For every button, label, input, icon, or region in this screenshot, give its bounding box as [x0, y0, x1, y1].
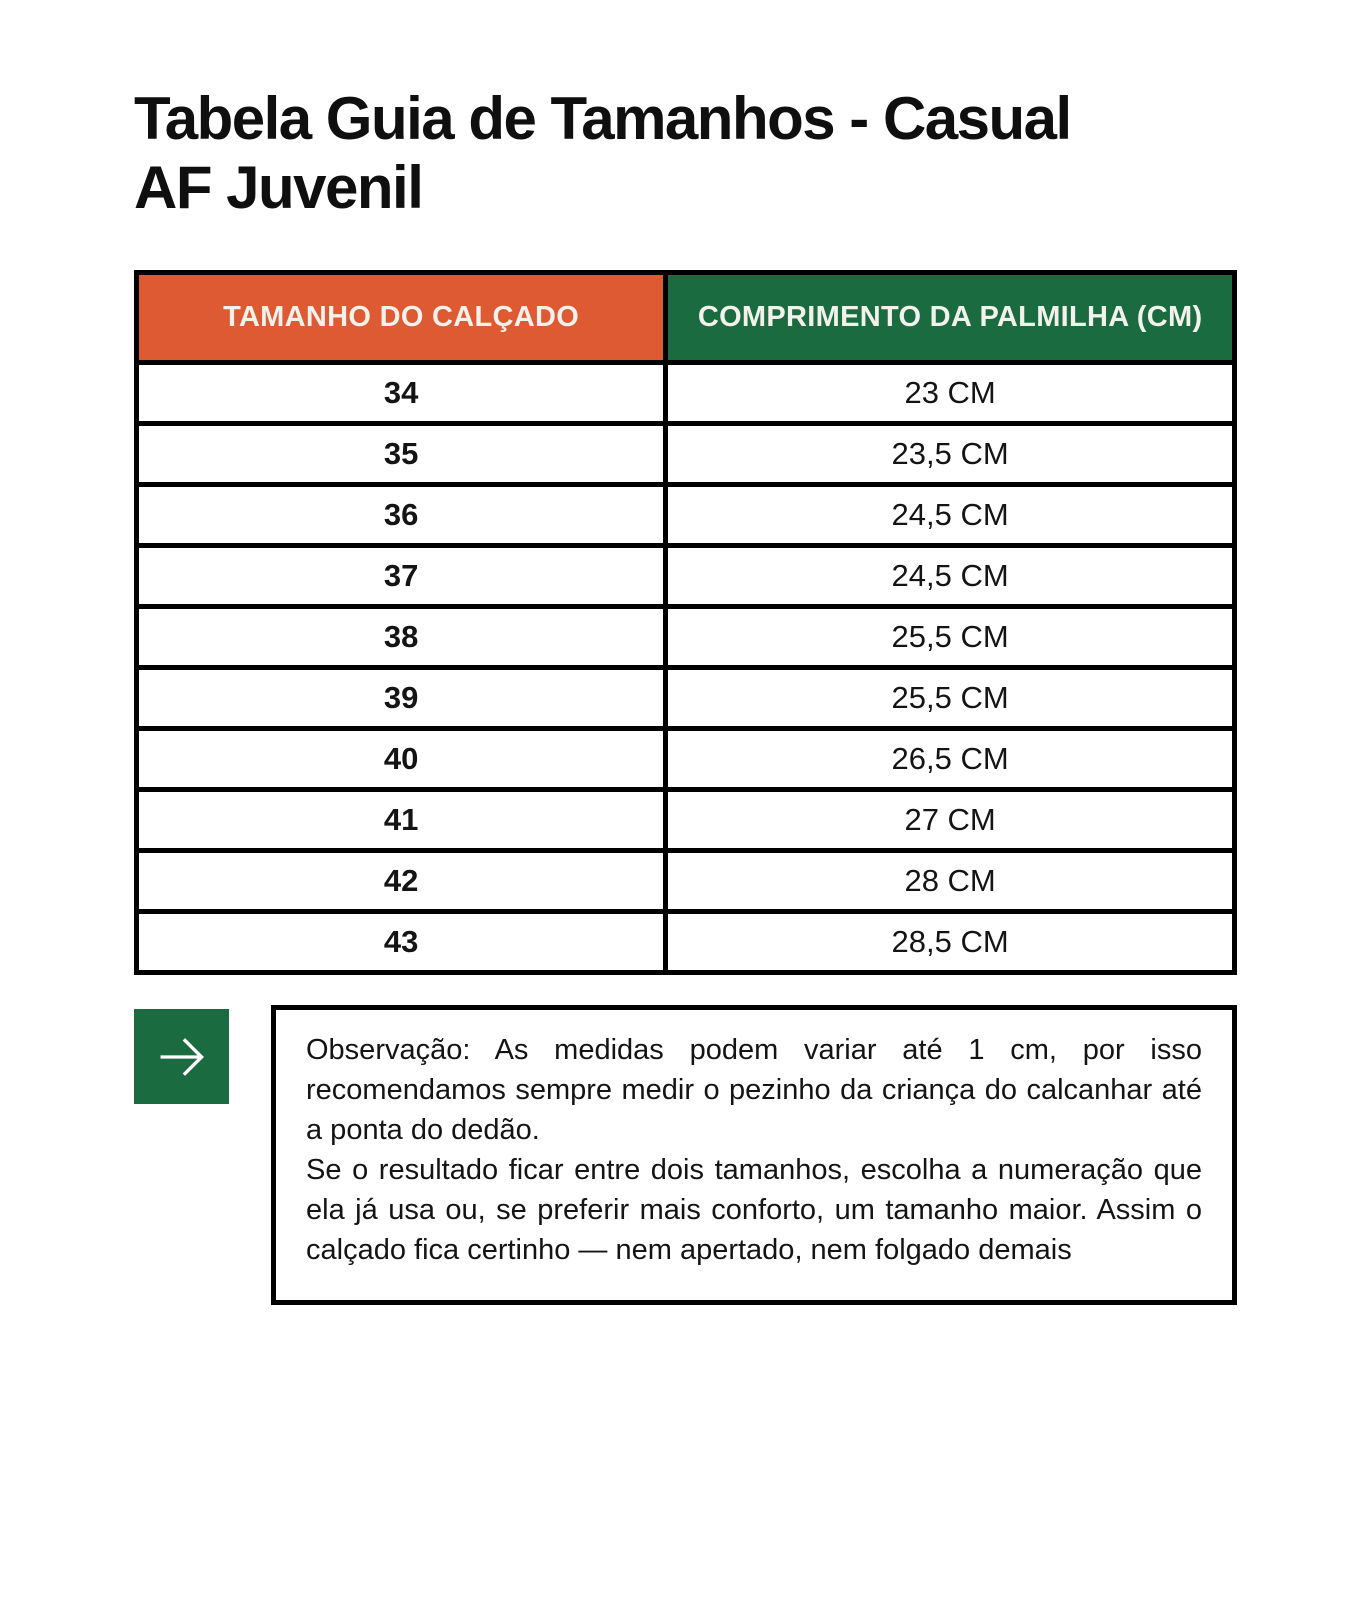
- size-guide-table: [134, 270, 1237, 975]
- shoe-size-cell: 39: [137, 668, 666, 729]
- note-section: [134, 1005, 1237, 1305]
- insole-length-cell: 25,5 CM: [666, 607, 1235, 668]
- note-paragraph-2: Se o resultado ficar entre dois tamanhos, escolha a numeração que ela já usa ou, se preferir mais conforto, um tamanho maior. Assim o calçado fica certinho — nem apertado, nem folgado demais: [306, 1154, 1202, 1267]
- insole-length-cell: 23 CM: [666, 363, 1235, 424]
- shoe-size-cell: 35: [137, 424, 666, 485]
- insole-length-cell: 25,5 CM: [666, 668, 1235, 729]
- table-header-row: [137, 273, 1235, 363]
- table-row: [137, 912, 1235, 973]
- insole-length-cell: 23,5 CM: [666, 424, 1235, 485]
- column-header-shoe-size: TAMANHO DO CALÇADO: [137, 273, 666, 363]
- table-row: [137, 668, 1235, 729]
- insole-length-cell: 24,5 CM: [666, 485, 1235, 546]
- table-row: [137, 363, 1235, 424]
- table-row: [137, 546, 1235, 607]
- page-title: [134, 84, 1237, 222]
- table-row: [137, 485, 1235, 546]
- page-title-line-2: AF Juvenil: [134, 154, 423, 221]
- insole-length-cell: 28,5 CM: [666, 912, 1235, 973]
- page-title-line-1: Tabela Guia de Tamanhos - Casual: [134, 85, 1071, 152]
- shoe-size-cell: 37: [137, 546, 666, 607]
- table-row: [137, 790, 1235, 851]
- note-box: [271, 1005, 1237, 1305]
- table-row: [137, 607, 1235, 668]
- shoe-size-cell: 38: [137, 607, 666, 668]
- shoe-size-cell: 41: [137, 790, 666, 851]
- shoe-size-cell: 40: [137, 729, 666, 790]
- insole-length-cell: 28 CM: [666, 851, 1235, 912]
- column-header-insole-length: COMPRIMENTO DA PALMILHA (CM): [666, 273, 1235, 363]
- shoe-size-cell: 42: [137, 851, 666, 912]
- table-row: [137, 424, 1235, 485]
- note-paragraph-1: Observação: As medidas podem variar até 1 cm, por isso recomendamos sempre medir o pezinho da criança do calcanhar até a ponta do dedão.: [306, 1034, 1202, 1147]
- table-row: [137, 729, 1235, 790]
- insole-length-cell: 26,5 CM: [666, 729, 1235, 790]
- arrow-right-icon: [134, 1009, 229, 1104]
- insole-length-cell: 27 CM: [666, 790, 1235, 851]
- shoe-size-cell: 34: [137, 363, 666, 424]
- shoe-size-cell: 36: [137, 485, 666, 546]
- shoe-size-cell: 43: [137, 912, 666, 973]
- insole-length-cell: 24,5 CM: [666, 546, 1235, 607]
- table-row: [137, 851, 1235, 912]
